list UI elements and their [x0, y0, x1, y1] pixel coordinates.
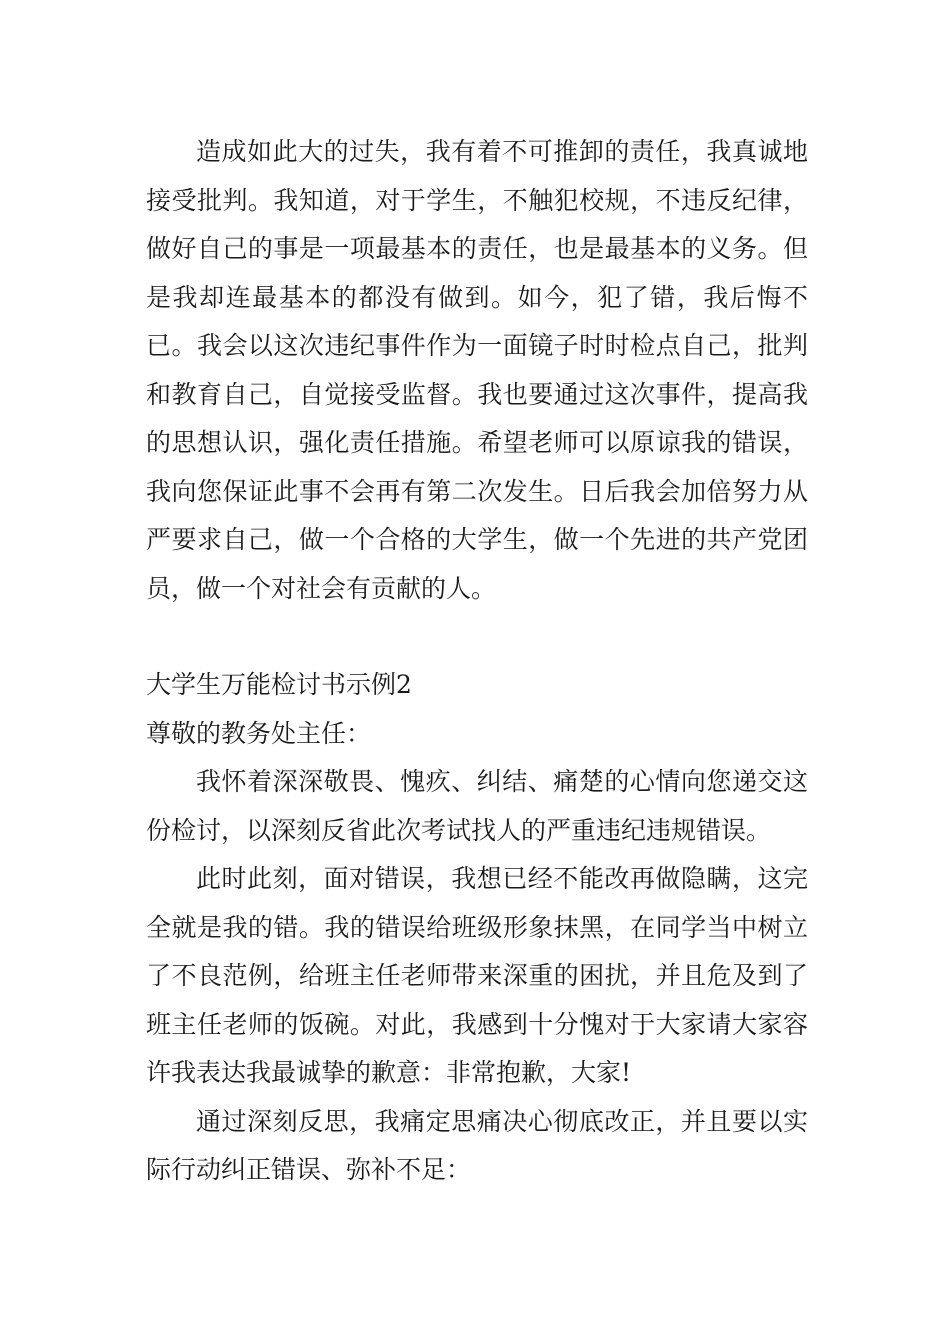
paragraph-admission: 此时此刻，面对错误，我想已经不能改再做隐瞒，这完全就是我的错。我的错误给班级形象抹黑，在同学当中树立了不良范例，给班主任老师带来深重的困扰，并且危及到了班主任老师的饭碗。对此，我感到十分愧对于大家请大家容许我表达我最诚挚的歉意：非常抱歉，大家!: [146, 864, 808, 1087]
paragraph-resolution: 通过深刻反思，我痛定思痛决心彻底改正，并且要以实际行动纠正错误、弥补不足：: [146, 1106, 808, 1184]
document-body: [146, 128, 808, 1195]
section-gap: [146, 613, 808, 661]
paragraph-intro: 我怀着深深敬畏、愧疚、纠结、痛楚的心情向您递交这份检讨，以深刻反省此次考试找人的严重违纪违规错误。: [146, 767, 808, 845]
section-title: 大学生万能检讨书示例2: [146, 670, 412, 699]
paragraph-responsibility: 造成如此大的过失，我有着不可推卸的责任，我真诚地接受批判。我知道，对于学生，不触犯校规，不违反纪律，做好自己的事是一项最基本的责任，也是最基本的义务。但是我却连最基本的都没有做到。如今，犯了错，我后悔不已。我会以这次违纪事件作为一面镜子时时检点自己，批判和教育自己，自觉接受监督。我也要通过这次事件，提高我的思想认识，强化责任措施。希望老师可以原谅我的错误，我向您保证此事不会再有第二次发生。日后我会加倍努力从严要求自己，做一个合格的大学生，做一个先进的共产党团员，做一个对社会有贡献的人。: [146, 137, 808, 603]
salutation: 尊敬的教务处主任：: [146, 718, 372, 748]
